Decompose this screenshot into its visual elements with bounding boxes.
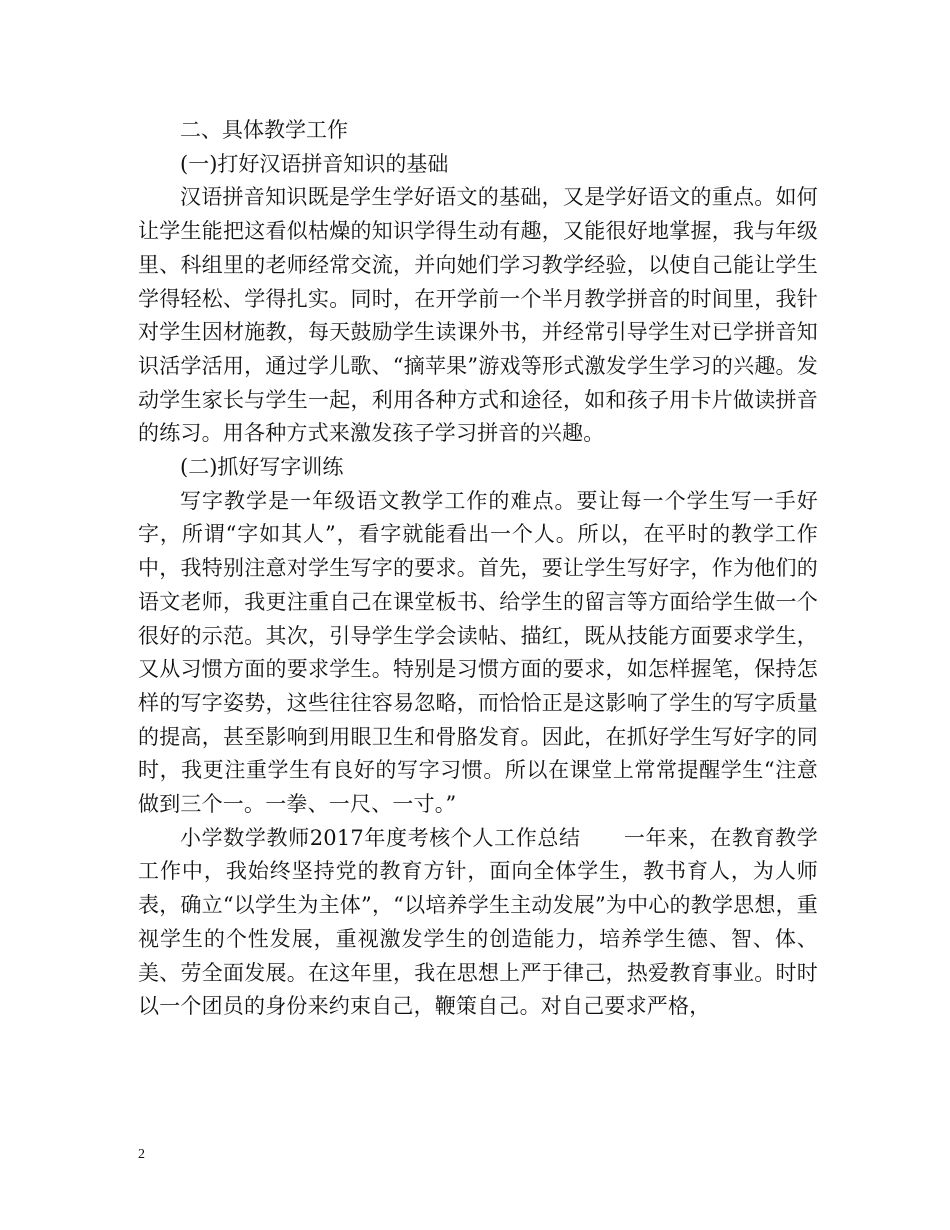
page-number: 2 xyxy=(138,1147,145,1162)
subsection-heading-pinyin: (一)打好汉语拼音知识的基础 xyxy=(180,151,449,176)
paragraph-summary: 小学数学教师2017年度考核个人工作总结 一年来，在教育教学工作中，我始终坚持党的教育方针，面向全体学生，教书育人，为人师表，确立“以学生为主体”，“以培养学生主动发展”为中心的教学思想，重视学生的个性发展，重视激发学生的创造能力，培养学生德、智、体、美、劳全面发展。在这年里，我在思想上严于律己，热爱教育事业。时时以一个团员的身份来约束自己，鞭策自己。对自己要求严格， xyxy=(138,825,818,1019)
section-heading: 二、具体教学工作 xyxy=(180,118,348,142)
document-body xyxy=(138,114,818,1024)
paragraph-pinyin: 汉语拼音知识既是学生学好语文的基础，又是学好语文的重点。如何让学生能把这看似枯燥的知识学得生动有趣，又能很好地掌握，我与年级里、科组里的老师经常交流，并向她们学习教学经验，以使自己能让学生学得轻松、学得扎实。同时，在开学前一个半月教学拼音的时间里，我针对学生因材施教，每天鼓励学生读课外书，并经常引导学生对已学拼音知识活学活用，通过学儿歌、“摘苹果”游戏等形式激发学生学习的兴趣。发动学生家长与学生一起，利用各种方式和途径，如和孩子用卡片做读拼音的练习。用各种方式来激发孩子学习拼音的兴趣。 xyxy=(138,185,818,446)
paragraph-writing: 写字教学是一年级语文教学工作的难点。要让每一个学生写一手好字，所谓“字如其人”，看字就能看出一个人。所以，在平时的教学工作中，我特别注意对学生写字的要求。首先，要让学生写好字，作为他们的语文老师，我更注重自己在课堂板书、给学生的留言等方面给学生做一个很好的示范。其次，引导学生学会读帖、描红，既从技能方面要求学生，又从习惯方面的要求学生。特别是习惯方面的要求，如怎样握笔，保持怎样的写字姿势，这些往往容易忽略，而恰恰正是这影响了学生的写字质量的提高，甚至影响到用眼卫生和骨胳发育。因此，在抓好学生写好字的同时，我更注重学生有良好的写字习惯。所以在课堂上常常提醒学生“注意做到三个一。一拳、一尺、一寸。” xyxy=(138,488,818,817)
subsection-heading-writing: (二)抓好写字训练 xyxy=(180,455,344,480)
